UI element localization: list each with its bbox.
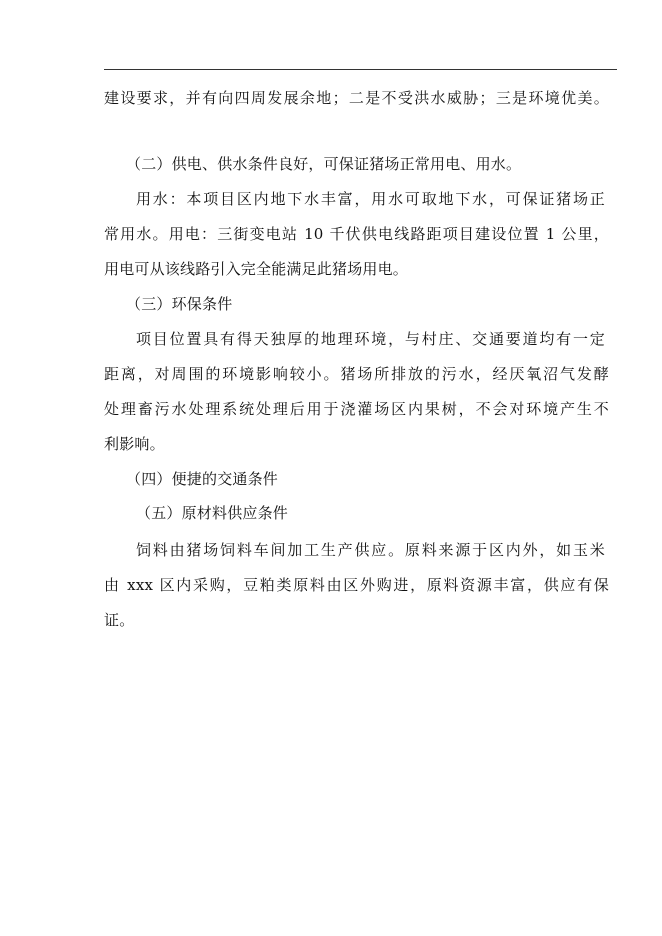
text-line-3: 用水：本项目区内地下水丰富，用水可取地下水，可保证猪场正 xyxy=(136,190,605,208)
section-heading-5: （五）原材料供应条件 xyxy=(136,504,289,522)
text-line-8: 距离，对周围的环境影响较小。猪场所排放的污水，经厌氧沼气发酵 xyxy=(104,365,609,383)
text-line-9: 处理畜污水处理系统处理后用于浇灌场区内果树，不会对环境产生不 xyxy=(104,400,609,418)
text-line-14: 由 xxx 区内采购，豆粕类原料由区外购进，原料资源丰富，供应有保 xyxy=(104,576,609,594)
text-line-10: 利影响。 xyxy=(104,435,165,453)
text-line-1: 建设要求，并有向四周发展余地；二是不受洪水威胁；三是环境优美。 xyxy=(104,89,609,107)
header-rule xyxy=(104,69,617,70)
section-heading-3: （三）环保条件 xyxy=(126,295,233,313)
section-heading-2: （二）供电、供水条件良好，可保证猪场正常用电、用水。 xyxy=(126,155,522,173)
text-line-15: 证。 xyxy=(104,611,135,629)
section-heading-4: （四）便捷的交通条件 xyxy=(126,470,279,488)
text-line-7: 项目位置具有得天独厚的地理环境，与村庄、交通要道均有一定 xyxy=(136,330,605,348)
text-line-4: 常用水。用电：三街变电站 10 千伏供电线路距项目建设位置 1 公里， xyxy=(104,225,609,243)
text-line-13: 饲料由猪场饲料车间加工生产供应。原料来源于区内外，如玉米 xyxy=(136,541,605,559)
text-line-5: 用电可从该线路引入完全能满足此猪场用电。 xyxy=(104,260,409,278)
